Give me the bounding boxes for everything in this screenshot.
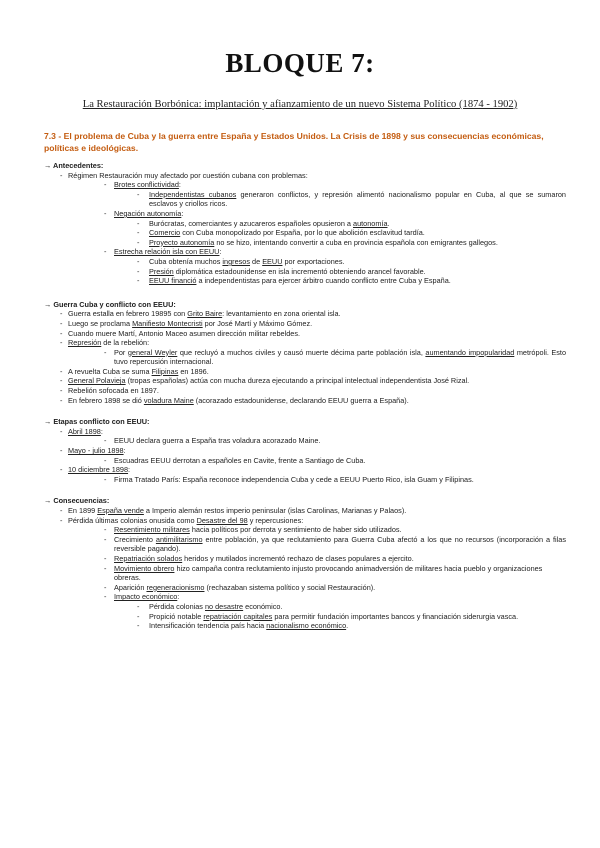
list-item: - Pérdida colonias no desastre económico. [137,601,283,611]
list-item: - Resentimiento militares hacia políticos por derrota y sentimiento de haber sido utilizados. [104,525,402,535]
list-item: - EEUU financió a independentistas para ejercer árbitro cuando conflicto entre Cuba y España. [137,276,451,286]
list-item: - Proyecto autonomía no se hizo, intentando convertir a cuba en provincia española con emigrantes gallegos. [137,237,498,247]
list-item: - Brotes conflictividad: [104,180,181,190]
list-item: - Escuadras EEUU derrotan a españoles en Cavite, frente a Santiago de Cuba. [104,455,366,465]
list-item: - Firma Tratado París: España reconoce independencia Cuba y cede a EEUU Puerto Rico, isla Guam y Filipinas. [104,474,474,484]
list-item: - Aparición regeneracionismo (rechazaban sistema político y social Restauración). [104,582,376,592]
list-item: - Represión de la rebelión: [60,338,150,348]
list-item: - Estrecha relación isla con EEUU: [104,247,222,257]
list-item: - Crecimiento antimilitarismo entre población, ya que reclutamiento para Guerra Cuba afectó a los que no recursos (incorporación a filas reversible pagando). [104,534,566,554]
list-item: - Cuando muere Martí, Antonio Maceo asumen dirección militar rebeldes. [60,328,300,338]
antecedentes-header: → Antecedentes: [44,161,104,170]
notes-content [44,161,566,631]
list-item: - Pérdida últimas colonias onusida como Desastre del 98 y repercusiones: [60,515,304,525]
list-item: - Intensificación tendencia país hacia nacionalismo económico. [137,621,349,631]
section-title: 7.3 - El problema de Cuba y la guerra entre España y Estados Unidos. La Crisis de 1898 y sus consecuencias económicas, políticas e ideológicas. [44,131,544,153]
list-item: - Movimiento obrero hizo campaña contra reclutamiento injusto provocando animadversión de militares hacia pueblo y organizaciones obreras. [104,563,543,583]
page-subtitle: La Restauración Borbónica: implantación y afianzamiento de un nuevo Sistema Político (1874 - 1902) [82,99,518,110]
list-item: - Propició notable repatriación capitales para permitir fundación importantes bancos y financiación siderurgia vasca. [137,611,519,621]
list-item: - Régimen Restauración muy afectado por cuestión cubana con problemas: [60,170,308,180]
page-title: BLOQUE 7: [225,48,375,78]
list-item: - Mayo - julio 1898: [60,446,126,456]
list-item: - Comercio con Cuba monopolizado por España, por lo que abolición esclavitud tardía. [137,228,425,238]
list-item: - Rebelión sofocada en 1897. [60,386,159,396]
guerra-header: → Guerra Cuba y conflicto con EEUU: [44,299,176,309]
etapas-header: → Etapas conflicto con EEUU: [44,417,150,427]
list-item: - En 1899 España vende a Imperio alemán restos imperio peninsular (islas Carolinas, Marianas y Palaos). [60,506,407,515]
list-item: - Impacto económico: [104,592,180,602]
list-item: - Repatriación solados heridos y mutilados incrementó rechazo de clases populares a ejercito. [104,553,414,563]
list-item: - EEUU declara guerra a España tras voladura acorazado Maine. [104,436,321,446]
list-item: - Cuba obtenía muchos ingresos de EEUU por exportaciones. [137,256,345,266]
list-item: - Negación autonomía: [104,208,184,218]
list-item: - General Polavieja (tropas españolas) actúa con mucha dureza ejecutando a principal intelectual independentista José Rizal. [60,376,470,386]
list-item: - Abril 1898: [60,426,103,436]
list-item: - En febrero 1898 se dió voladura Maine (acorazado estadounidense, declarando EEUU guerra a España). [60,395,409,405]
list-item: - A revuelta Cuba se suma Filipinas en 1896. [60,366,209,376]
list-item: - Guerra estalla en febrero 19895 con Grito Baire: levantamiento en zona oriental isla. [60,309,341,319]
consecuencias-header: → Consecuencias: [44,496,110,506]
list-item: - 10 diciembre 1898: [60,465,131,475]
list-item: - Por general Weyler que recluyó a muchos civiles y causó muerte décima parte población isla, aumentando impopularidad metrópoli. Esto tuvo repercusión internacional. [104,347,566,367]
list-item: - Burócratas, comerciantes y azucareros españoles opusieron a autonomía. [137,218,390,228]
list-item: - Presión diplomática estadounidense en isla incrementó obteniendo arancel favorable. [137,266,426,276]
list-item: - Independentistas cubanos generaron conflictos, y represión alimentó nacionalismo popular en Cuba, al que se sumaron esclavos y criollos ricos. [137,189,566,209]
list-item: - Luego se proclama Manifiesto Montecristi por José Martí y Máximo Gómez. [60,318,313,328]
